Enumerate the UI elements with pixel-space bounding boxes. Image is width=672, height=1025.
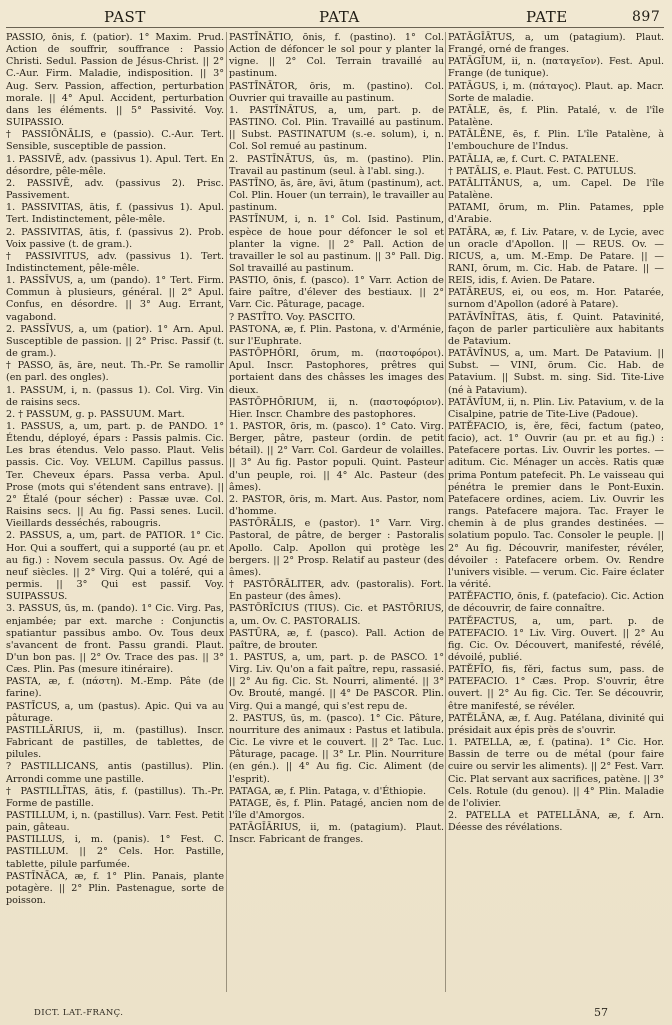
dictionary-entry: 2. PASTĪNĀTUS, ūs, m. (pastino). Plin. Travail au pastinum (seul. à l'abl. sing.). [229,153,444,177]
column-1 [6,32,224,907]
dictionary-entry: † PASSIŌNĀLIS, e (passio). C.-Aur. Tert. Sensible, susceptible de passion. [6,129,224,153]
dictionary-entry: 1. PASSĪVUS, a, um (pando). 1° Tert. Firm. Commun à plusieurs, général. || 2° Apul. Confus, en désordre. || 3° Aug. Errant, vagabond. [6,275,224,323]
dictionary-entry: PASTĪNĀTIO, ōnis, f. (pastino). 1° Col. Action de défoncer le sol pour y planter la vigne. || 2° Col. Terrain travaillé au pastinum. [229,32,444,80]
dictionary-entry: PASSIO, ōnis, f. (patior). 1° Maxim. Prud. Action de souffrir, souffrance : Passio Christi. Sedul. Passion de Jésus-Christ. || 2° C.-Aur. Firm. Maladie, indisposition. || 3° Aug. Serv. Passion, affection, perturbation morale. || 4° Apul. Accident, perturbation dans les éléments. || 5° Passivité. Voy. SUIPASSIO. [6,32,224,129]
dictionary-entry: PASTŌRĪCIUS (TIUS). Cic. et PASTŌRIUS, a, um. Ov. C. PASTORALIS. [229,603,444,627]
dictionary-entry: 2. PASTOR, ōris, m. Mart. Aus. Pastor, nom d'homme. [229,493,444,518]
dictionary-entry: PATĔLĀNA, æ, f. Aug. Patélana, divinité qui présidait aux épis près de s'ouvrir. [448,712,664,736]
column-divider [226,32,227,992]
dictionary-entry: PATAMI, ōrum, m. Plin. Patames, pple d'Arabie. [448,202,664,226]
running-head-right: PATE [526,8,568,26]
dictionary-entry: PATAGE, ēs, f. Plin. Patagé, ancien nom de l'île d'Amorgos. [229,797,444,821]
dictionary-entry: 1. PASTĪNĀTUS, a, um, part. p. de PASTINO. Col. Plin. Travaillé au pastinum. || Subst. PASTINATUM (s.-e. solum), i, n. Col. Sol remué au pastinum. [229,104,444,153]
dictionary-entry: 3. PASSUS, ūs, m. (pando). 1° Cic. Virg. Pas, enjambée; par ext. marche : Conjunctis spatiantur passibus ambo. Ov. Tous deux s'avancent de front. Passu grandi. Plaut. D'un bon pas. || 2° Ov. Trace des pas. || 3° Cæs. Plin. Pas (mesure itinéraire). [6,603,224,676]
dictionary-entry: PATĀLE, ēs, f. Plin. Patalé, v. de l'île Patalène. [448,104,664,129]
dictionary-entry: 1. PASSUS, a, um, part. p. de PANDO. 1° Étendu, déployé, épars : Passis palmis. Cic. Les bras étendus. Velo passo. Plaut. Velis passis. Cic. Voy. VELUM. Capillus passus. Ter. Cheveux épars. Passa verba. Apul. Prose (mots qui s'étendent sans entrave). || 2° Étalé (pour sécher) : Passæ uvæ. Col. Raisins secs. || Au fig. Passi senes. Lucil. Vieillards desséchés, rabougris. [6,421,224,530]
dictionary-entry: PATĔFACTIO, ōnis, f. (patefacio). Cic. Action de découvrir, de faire connaître. [448,591,664,615]
running-head-left: PAST [104,8,146,26]
dictionary-entry: ? PASTĪTO. Voy. PASCITO. [229,311,356,323]
dictionary-entry: PASTĪNĀTOR, ōris, m. (pastino). Col. Ouvrier qui travaille au pastinum. [229,80,444,104]
dictionary-entry: PATĀVĪNĪTAS, ātis, f. Quint. Patavinité, façon de parler particulière aux habitants de Patavium. [448,311,664,347]
dictionary-entry: 1. PASTUS, a, um, part. p. de PASCO. 1° Virg. Liv. Qu'on a fait paître, repu, rassasié. || 2° Au fig. Cic. St. Nourri, alimenté. || 3° Ov. Brouté, mangé. || 4° De PASCOR. Plin. Virg. Qui a mangé, qui s'est repu de. [229,651,444,712]
dictionary-entry: PASTŪRA, æ, f. (pasco). Pall. Action de paître, de brouter. [229,627,444,651]
dictionary-entry: 2. PASSUS, a, um, part. de PATIOR. 1° Cic. Hor. Qui a souffert, qui a supporté (au pr. et au fig.) : Novem secula passus. Ov. Agé de neuf siècles. || 2° Virg. Qui a toléré, qui a permis. || 3° Qui est passif. Voy. SUIPASSUS. [6,530,224,603]
dictionary-entry: † PASTILLĪTAS, ātis, f. (pastillus). Th.-Pr. Forme de pastille. [6,785,224,809]
column-divider [445,32,446,992]
dictionary-entry: ? PASTILLICANS, antis (pastillus). Plin. Arrondi comme une pastille. [6,761,224,785]
dictionary-entry: 2. PATELLA et PATELLĀNA, æ, f. Arn. Déesse des révélations. [448,810,664,834]
dictionary-entry: PATĀREUS, ei, ou eos, m. Hor. Patarée, surnom d'Apollon (adoré à Patare). [448,287,664,311]
dictionary-entry: 1. PATELLA, æ, f. (patina). 1° Cic. Hor. Bassin de terre ou de métal (pour faire cuire ou servir les aliments). || 2° Fest. Varr. Cic. Plat servant aux sacrifices, patène. || 3° Cels. Rotule (du genou). || 4° Plin. Maladie de l'olivier. [448,737,664,809]
column-2 [229,32,444,846]
column-3 [448,32,664,834]
dictionary-entry: † PATĀLIS, e. Plaut. Fest. C. PATULUS. [448,165,637,177]
signature-mark: DICT. LAT.-FRANÇ. [34,1008,124,1018]
dictionary-entry: PASTA, æ, f. (πάστη). M.-Emp. Pâte (de farine). [6,676,224,700]
header-rule [6,27,664,28]
dictionary-entry: 1. PASSIVITAS, ātis, f. (passivus 1). Apul. Tert. Indistinctement, pêle-mêle. [6,202,224,226]
page-number: 897 [632,9,661,25]
dictionary-entry: PATĀLITĀNUS, a, um. Capel. De l'île Patalène. [448,177,664,202]
dictionary-entry: 2. PASTUS, ūs, m. (pasco). 1° Cic. Pâture, nourriture des animaux : Pastus et latibula. Cic. Le vivre et le couvert. || 2° Tac. Luc. Pâturage, pacage. || 3° Lr. Plin. Nourriture (en gén.). || 4° Au fig. Cic. Aliment (de l'esprit). [229,712,444,785]
dictionary-entry: 2. PASSIVĒ, adv. (passivus 2). Prisc. Passivement. [6,177,224,202]
dictionary-entry: PATĀLĒNE, ēs, f. Plin. L'île Patalène, à l'embouchure de l'Indus. [448,129,664,153]
dictionary-entry: † PASTŌRĀLITER, adv. (pastoralis). Fort. En pasteur (des âmes). [229,579,444,603]
dictionary-entry: PATAGA, æ, f. Plin. Pataga, v. d'Éthiopie. [229,785,427,797]
dictionary-entry: PATĀGĪĀRIUS, ii, m. (patagium). Plaut. Inscr. Fabricant de franges. [229,822,444,846]
dictionary-entry: PATĀGĪĀTUS, a, um (patagium). Plaut. Frangé, orné de franges. [448,32,664,56]
dictionary-entry: PASTĪNO, ās, āre, āvi, ātum (pastinum), act. Col. Plin. Houer (un terrain), le travailler au pastinum. [229,177,444,214]
dictionary-entry: PASTĪNĀCA, æ, f. 1° Plin. Panais, plante potagère. || 2° Plin. Pastenague, sorte de poisson. [6,870,224,907]
dictionary-entry: PATĔFACIO, is, ĕre, fēci, factum (pateo, facio), act. 1° Ouvrir (au pr. et au fig.) : Patefacere portas. Liv. Ouvrir les portes. — aditum. Cic. Ménager un accès. Ratis quæ prima Pontum patefecit. Ph. Le vaisseau qui pénétra le premier dans le Pont-Euxin. Patefacere ordines, aciem. Liv. Ouvrir les rangs. Patefacere majora. Tac. Frayer le chemin à de plus grandes destinées. — solatium populo. Tac. Consoler le peuple. || 2° Au fig. Découvrir, manifester, révéler, dévoiler : Patefacere orbem. Ov. Rendre l'univers visible. — verum. Cic. Faire éclater la vérité. [448,421,664,591]
dictionary-entry: PATĀVĪNUS, a, um. Mart. De Patavium. || Subst. — VINI, ōrum. Cic. Hab. de Patavium. || Subst. m. sing. Sid. Tite-Live (né à Patavium). [448,348,664,396]
dictionary-entry: † PASSIVITUS, adv. (passivus 1). Tert. Indistinctement, pêle-mêle. [6,250,224,274]
dictionary-entry: PASTILLĀRIUS, ii, m. (pastillus). Inscr. Fabricant de pastilles, de tablettes, de pilules. [6,724,224,761]
dictionary-entry: PATĔFĪO, fis, fĕri, factus sum, pass. de PATEFACIO. 1° Cæs. Prop. S'ouvrir, être ouvert. || 2° Au fig. Cic. Ter. Se découvrir, être manifesté, se révéler. [448,664,664,712]
dictionary-entry: PASTŌPHŎRI, ōrum, m. (παστοφόροι). Apul. Inscr. Pastophores, prêtres qui portaient dans des châsses les images des dieux. [229,348,444,396]
dictionary-entry: 1. PASTOR, ōris, m. (pasco). 1° Cato. Virg. Berger, pâtre, pasteur (ordin. de petit bétail). || 2° Varr. Col. Gardeur de volailles. || 3° Au fig. Pastor populi. Quint. Pasteur d'un peuple, roi. || 4° Alc. Pasteur (des âmes). [229,421,444,493]
dictionary-entry: 2. PASSIVITAS, ātis, f. (passivus 2). Prob. Voix passive (t. de gram.). [6,226,224,250]
dictionary-entry: 1. PASSIVĒ, adv. (passivus 1). Apul. Tert. En désordre, pêle-mêle. [6,153,224,177]
dictionary-entry: 1. PASSUM, i, n. (passus 1). Col. Virg. Vin de raisins secs. [6,384,224,408]
sheet-number: 57 [594,1006,608,1019]
dictionary-entry: PATĀRA, æ, f. Liv. Patare, v. de Lycie, avec un oracle d'Apollon. || — REUS. Ov. — RICUS, a, um. M.-Emp. De Patare. || — RANI, ōrum, m. Cic. Hab. de Patare. || — REIS, idis, f. Avien. De Patare. [448,226,664,287]
dictionary-entry: PASTONA, æ, f. Plin. Pastona, v. d'Arménie, sur l'Euphrate. [229,323,444,347]
dictionary-entry: 2. † PASSUM, g. p. PASSUUM. Mart. [6,408,185,420]
dictionary-entry: PASTIO, ōnis, f. (pasco). 1° Varr. Action de faire paître, d'élever des bestiaux. || 2° Varr. Cic. Pâturage, pacage. [229,275,444,311]
dictionary-entry: PASTŌPHŎRIUM, ii, n. (παστοφόριον). Hier. Inscr. Chambre des pastophores. [229,396,444,420]
dictionary-entry: † PASSO, ās, āre, neut. Th.-Pr. Se ramollir (en parl. des ongles). [6,360,224,384]
dictionary-entry: PATĔFACTUS, a, um, part. p. de PATEFACIO. 1° Liv. Virg. Ouvert. || 2° Au fig. Cic. Ov. Découvert, manifesté, révélé, dévoilé, publié. [448,615,664,663]
dictionary-entry: PATĀVĪUM, ii, n. Plin. Liv. Patavium, v. de la Cisalpine, patrie de Tite-Live (Padoue). [448,396,664,420]
page-header [6,6,666,32]
dictionary-entry: PASTILLUS, i, m. (panis). 1° Fest. C. PASTILLUM. || 2° Cels. Hor. Pastille, tablette, pilule parfumée. [6,834,224,870]
dictionary-entry: PASTŌRĀLIS, e (pastor). 1° Varr. Virg. Pastoral, de pâtre, de berger : Pastoralis Apollo. Calp. Apollon qui protège les bergers. || 2° Prosp. Relatif au pasteur (des âmes). [229,518,444,578]
dictionary-entry: PATĀGUS, i, m. (πάταγος). Plaut. ap. Macr. Sorte de maladie. [448,80,664,104]
dictionary-entry: 2. PASSĪVUS, a, um (patior). 1° Arn. Apul. Susceptible de passion. || 2° Prisc. Passif (t. de gram.). [6,323,224,360]
dictionary-entry: PASTĪCUS, a, um (pastus). Apic. Qui va au pâturage. [6,700,224,724]
dictionary-entry: PATĀLIA, æ, f. Curt. C. PATALENE. [448,153,619,165]
dictionary-entry: PASTĪNUM, i, n. 1° Col. Isid. Pastinum, espèce de houe pour défoncer le sol et planter la vigne. || 2° Pall. Action de travailler le sol au pastinum. || 3° Pall. Dig. Sol travaillé au pastinum. [229,214,444,274]
dictionary-entry: PASTILLUM, i, n. (pastillus). Varr. Fest. Petit pain, gâteau. [6,810,224,834]
dictionary-entry: PATĀGĪUM, ii, n. (παταγεῖον). Fest. Apul. Frange (de tunique). [448,56,664,80]
running-head-middle: PATA [319,8,360,26]
